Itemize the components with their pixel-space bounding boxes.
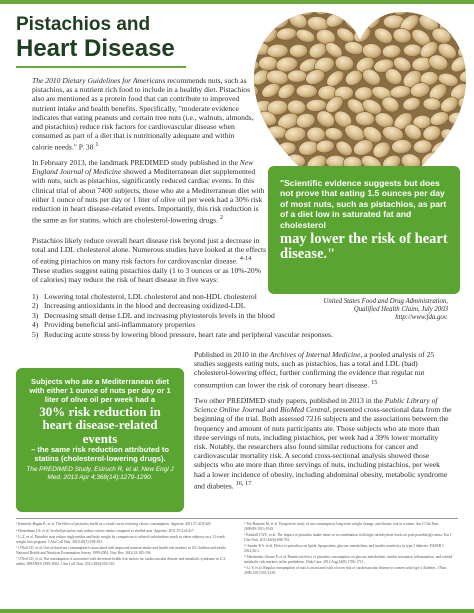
reference-entry: ¹⁰ Sauder KA, et al. Effect of pistachios on lipids, lipoproteins, glucose metabolism, and insulin sensitivity in type 2 diabetes. FASEB J. 2012;26:1. xyxy=(244,544,445,553)
predimed-paragraph xyxy=(32,158,268,225)
fda-quote-source xyxy=(268,298,460,323)
pistachio-shape xyxy=(403,44,422,57)
pistachio-shape xyxy=(431,6,450,16)
benefit-text: Lowering total cholesterol, LDL cholesterol and non-HDL cholesterol xyxy=(44,292,257,301)
nejm-title: New England Journal of Medicine xyxy=(32,158,254,177)
papers-text-a: Two other PREDIMED study papers, published in 2013 in the xyxy=(194,396,385,405)
pistachio-shape xyxy=(446,6,468,15)
pistachio-shape xyxy=(454,122,472,144)
archives-title: Archives of Internal Medicine xyxy=(269,350,361,359)
pistachio-shape xyxy=(453,11,472,34)
ref-marker: 16, 17 xyxy=(235,479,252,487)
benefit-number: 2) xyxy=(32,301,39,311)
reference-entry: ³ Kennedy-Hagan K, et al. The effect of pistachio shells as a visual cue in reducing caloric consumption. Appetite. 2011;57:418-420. xyxy=(16,522,212,526)
references-right-column xyxy=(244,522,458,577)
ref-marker: 2 xyxy=(219,214,224,222)
benefit-text: Providing beneficial anti-inflammatory properties xyxy=(44,320,196,330)
reference-entry: ¹¹ Hernández-Alonso P, et al. Beneficial effect of pistachio consumption on glucose metabolism, insulin resistance, inflammation, and related metabolic risk markers in the prediabetic. Diab Care. 2014 Aug;34(8):1706-1711. xyxy=(244,555,453,564)
pistachio-shape xyxy=(447,135,472,159)
pistachio-shape xyxy=(266,126,287,139)
papers-and: and xyxy=(265,405,281,415)
fda-quote-highlight: may lower the risk of heart disease." xyxy=(280,231,448,263)
bottom-rule xyxy=(0,609,474,613)
benefit-number: 3) xyxy=(32,310,39,320)
top-rule xyxy=(0,0,474,4)
references-rule xyxy=(16,518,458,519)
benefit-number: 4) xyxy=(32,320,39,330)
pistachio-shape xyxy=(296,84,317,98)
fda-source-line-3: http://www.fda.gov. xyxy=(395,314,448,322)
benefit-text: Decreasing small dense LDL and increasing phytosterols levels in the blood xyxy=(44,310,275,320)
benefit-list-item xyxy=(32,330,452,339)
pistachio-shape xyxy=(258,56,277,71)
papers-text-b: , presented cross-sectional data from the beginning of the trial. Both assessed 7216 subjects and the associations between the frequency and amount of nuts participants ate. Those subjects who ate more than three servings of nuts, including pistachios, per week had a 39% lower mortality risk. Notably, the researchers also found similar reductions for cancer and cardiovascular mortality risk. A second cross-sectional analysis showed those subjects who ate more than three servings of nuts, including pistachios, per week had a lower incidence of obesity, including abdominal obesity, metabolic syndrome and diabetes. xyxy=(194,405,452,491)
archives-text-a: Published in 2010 in the xyxy=(194,350,270,359)
callout-tail: – the same risk reduction attributed to statins (cholesterol-lowering drugs). xyxy=(31,445,169,464)
predimed-text-b: showed a Mediterranean diet supplemented with nuts, such as pistachios, significantly reduced cardiac events. In this clinical trial of about 7400 subjects, those who ate a Mediterranean diet with either 1 ounce of nuts per day or 1 liter of olive oil per week had a 30% risk reduction in heart disease-related events. Importantly, this risk reduction is the same as for statins, which are cholesterol-lowering drugs. xyxy=(32,167,265,225)
reference-entry: ⁵ Li Z, et al. Pistachio nuts reduce triglycerides and body weight by comparison to refined carbohydrate snack in obese subjects on a 12-week weight loss program. J Am Coll Nutr. 2010;29(3):198-203. xyxy=(16,535,225,544)
benefit-number: 1) xyxy=(32,292,39,301)
biomed-title: BioMed Central xyxy=(280,405,330,415)
fda-source-line-2: Qualified Health Claim, July 2003 xyxy=(353,306,448,314)
reference-entry: ⁹ Kendall CWC, et al. The impact of pistachio intake alone or in combination with high-carbohydrate foods on post-prandial glycemia. Eur J Clin Nutr. 2011;65(6):696-702. xyxy=(244,533,452,542)
intro-paragraph xyxy=(32,76,254,152)
title-underline xyxy=(16,66,186,68)
title-line-2: Heart Disease xyxy=(16,35,175,62)
pistachio-shape xyxy=(437,154,459,167)
pistachio-shape xyxy=(250,14,271,29)
benefit-text: Increasing antioxidants in the blood and decreasing oxidized-LDL xyxy=(44,301,246,311)
reference-entry: ¹² Li Y, et al. Regular consumption of nuts is associated with a lower risk of cardiovascular disease in women with type 2 diabetes. J Nutr. 2009;139:1333-1338. xyxy=(244,566,448,575)
pistachio-shape xyxy=(248,23,262,45)
pistachio-shape xyxy=(306,127,325,142)
predimed-callout-box xyxy=(16,368,184,512)
fda-quote-box xyxy=(268,166,460,294)
dietary-guidelines-title: The 2010 Dietary Guidelines for Americans xyxy=(32,76,166,85)
fda-source-line-1: United States Food and Drug Administration, xyxy=(323,298,448,305)
pistachio-shape xyxy=(335,6,355,17)
pistachio-shape xyxy=(277,6,298,15)
references-left-column xyxy=(16,522,230,577)
risk-text-a: Pistachios likely reduce overall heart disease risk beyond just a decrease in total and LDL cholesterol alone. Numerous studies have looked at the effects of eating pistachios on many risk factors for cardiovascular disease. xyxy=(32,236,267,266)
reference-entry: ⁸ Tey-Bastedo M, et al. Prospective study of nut consumption, long-term weight change, and obesity risk in women. Am J Clin Nutr. 2009;89:1913-1919. xyxy=(244,522,440,531)
risk-text-b: These studies suggest eating pistachios daily (1 to 3 ounces or as 10%-20% of calories) may reduce the risk of heart disease in five ways: xyxy=(32,266,262,285)
pistachio-shape xyxy=(257,6,280,14)
predimed-papers-paragraph xyxy=(194,396,452,491)
benefit-text: Reducing acute stress by lowering blood pressure, heart rate and peripheral vascular responses. xyxy=(44,329,333,339)
ref-marker: 1 xyxy=(95,141,99,149)
archives-text-b: , a pooled analysis of 25 studies suggests eating nuts, such as pistachios, has a total and LDL (bad) cholesterol-lowering effect, further confirming the evidence that regular nut consumption can lower the risk of coronary heart disease. xyxy=(194,350,435,390)
reference-entry: ⁴ Honselman CS, et al. In-shell pistachio nuts reduce caloric intake compared to shelled nuts. Appetite. 2011;57:414-417. xyxy=(16,528,195,533)
archives-paragraph xyxy=(194,350,452,389)
pistachio-shape xyxy=(355,6,375,15)
predimed-text-a: In February 2013, the landmark PREDIMED study published in the xyxy=(32,158,240,167)
reference-entry: ⁷ O'Neil CE, et al. Nut consumption is associated with decreased health risk factors for cardiovascular disease and metabolic syndrome in U.S. adults: NHANES 1999-2004. J Am Coll Nutr. 2011;30(6):502-510. xyxy=(16,557,227,566)
ref-marker: 4-14 xyxy=(239,255,252,263)
pistachio-shape xyxy=(458,208,472,224)
callout-citation: The PREDIMED Study, Estruch R, et al. New Engl J Med. 2013 Apr 4;368(14):1279-1290. xyxy=(26,466,174,481)
references xyxy=(16,522,458,577)
callout-highlight: 30% risk reduction in heart disease-related events xyxy=(39,404,161,446)
callout-intro: Subjects who ate a Mediterranean diet with either 1 ounce of nuts per day or 1 liter of olive oil per week had a xyxy=(29,377,171,404)
pistachio-shape xyxy=(448,112,467,125)
pistachio-shape xyxy=(248,6,260,15)
plos-title: Public Library of Science Online Journal xyxy=(194,396,438,415)
pistachio-shape xyxy=(287,70,307,83)
intro-text: recommends nuts, such as pistachios, as a nutrient rich food to include in a healthy diet. Pistachios also are mentioned as a protein food that can contribute to improved nutrient intake and health benefits. Specifically, "moderate evidence indicates that eating peanuts and certain tree nuts (i.e., walnuts, almonds, and pistachios) reduce risk factors for cardiovascular disease when consumed as part of a diet that is nutritionally adequate and within calorie needs." P. 38 xyxy=(32,76,254,152)
risk-paragraph xyxy=(32,236,268,285)
title-line-1: Pistachios and xyxy=(16,14,151,35)
benefit-number: 5) xyxy=(32,329,39,339)
fda-quote-text: "Scientific evidence suggests but does not prove that eating 1.5 ounces per day of most nuts, such as pistachios, as part of a diet low in saturated fat and cholesterol xyxy=(280,178,447,230)
reference-entry: ⁶ O'Neil CE, et al. Out-of-hand nut consumption is associated with improved nutrient intake and health risk markers in US children and adults: National Health and Nutrition Examination Survey 1999-2004. Nutr Res. 2012;32:185-194. xyxy=(16,546,227,555)
ref-marker: 15 xyxy=(371,378,378,386)
title-block xyxy=(16,14,236,63)
